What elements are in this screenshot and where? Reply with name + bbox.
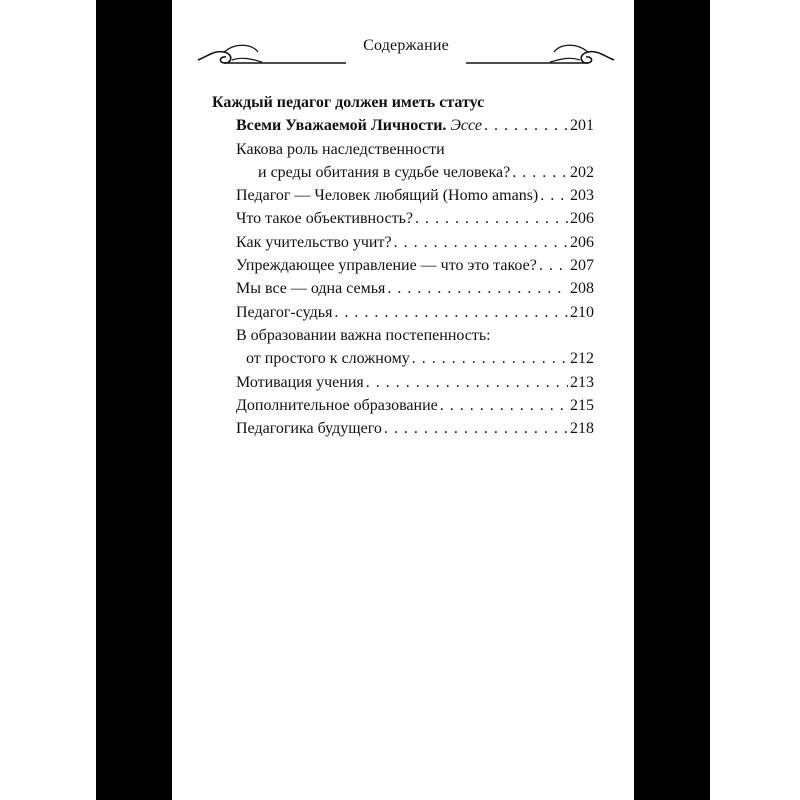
toc-entry[interactable] xyxy=(212,371,594,394)
toc-entry-page: 206 xyxy=(570,210,594,228)
toc-section-heading: Каждый педагог должен иметь статус xyxy=(212,94,485,111)
toc-entry[interactable] xyxy=(212,231,594,254)
dot-leader xyxy=(415,207,568,230)
toc-entry[interactable] xyxy=(212,161,594,184)
header-title: Содержание xyxy=(363,37,449,54)
toc-entry-page: 208 xyxy=(570,280,594,298)
toc-entry-title: Педагог-судья xyxy=(236,303,333,321)
toc-entry[interactable] xyxy=(212,347,594,370)
toc-entry[interactable] xyxy=(212,301,594,324)
right-black-border xyxy=(634,0,710,800)
toc-entry[interactable] xyxy=(212,207,594,230)
toc-entry-page: 207 xyxy=(570,257,594,275)
dot-leader xyxy=(440,394,568,417)
toc-entry-title: от простого к сложному xyxy=(246,350,410,368)
toc-entry-page: 210 xyxy=(570,303,594,321)
dot-leader xyxy=(512,161,568,184)
dot-leader xyxy=(384,417,568,440)
dot-leader xyxy=(484,114,568,137)
dot-leader xyxy=(412,347,568,370)
dot-leader xyxy=(334,301,568,324)
toc-entry[interactable] xyxy=(212,277,594,300)
toc-entry-title: Всеми Уважаемой Личности. xyxy=(236,117,447,135)
toc-entry-page: 215 xyxy=(570,396,594,414)
dot-leader xyxy=(540,184,568,207)
right-ornament-icon xyxy=(466,30,616,74)
toc-entry-page: 212 xyxy=(570,350,594,368)
dot-leader xyxy=(366,371,568,394)
toc-entry-title: Педагогика будущего xyxy=(236,420,382,438)
page-header xyxy=(196,30,616,74)
toc-entry-title: Что такое объективность? xyxy=(236,210,413,228)
toc-entry-title: Упреждающее управление — что это такое? xyxy=(236,257,537,275)
toc-entry-title-italic: Эссе xyxy=(450,117,483,135)
toc-entry-title: Как учительство учит? xyxy=(236,233,392,251)
toc-entry-page: 203 xyxy=(570,187,594,205)
toc-entry-first-line[interactable]: Какова роль наследственности xyxy=(236,140,445,158)
toc-entry-title: и среды обитания в судьбе человека? xyxy=(258,163,511,181)
toc-entry-title: Мы все — одна семья xyxy=(236,280,386,298)
left-black-border xyxy=(96,0,172,800)
toc-entry-title: Мотивация учения xyxy=(236,373,364,391)
toc-entry[interactable] xyxy=(212,114,594,137)
toc-entry-title: Педагог — Человек любящий (Homo amans) xyxy=(236,187,539,205)
dot-leader xyxy=(394,231,568,254)
toc-entry-title: Дополнительное образование xyxy=(236,396,438,414)
dot-leader xyxy=(539,254,568,277)
toc-entry-page: 202 xyxy=(570,163,594,181)
toc-entry-page: 201 xyxy=(570,117,594,135)
toc-entry-page: 213 xyxy=(570,373,594,391)
toc-entry[interactable] xyxy=(212,254,594,277)
toc-entry-page: 218 xyxy=(570,420,594,438)
toc-entry-first-line[interactable]: В образовании важна постепенность: xyxy=(236,326,491,344)
toc-entry[interactable] xyxy=(212,184,594,207)
toc-entry-page: 206 xyxy=(570,233,594,251)
toc-entry[interactable] xyxy=(212,417,594,440)
table-of-contents xyxy=(212,91,594,440)
toc-entry[interactable] xyxy=(212,394,594,417)
dot-leader xyxy=(387,277,568,300)
